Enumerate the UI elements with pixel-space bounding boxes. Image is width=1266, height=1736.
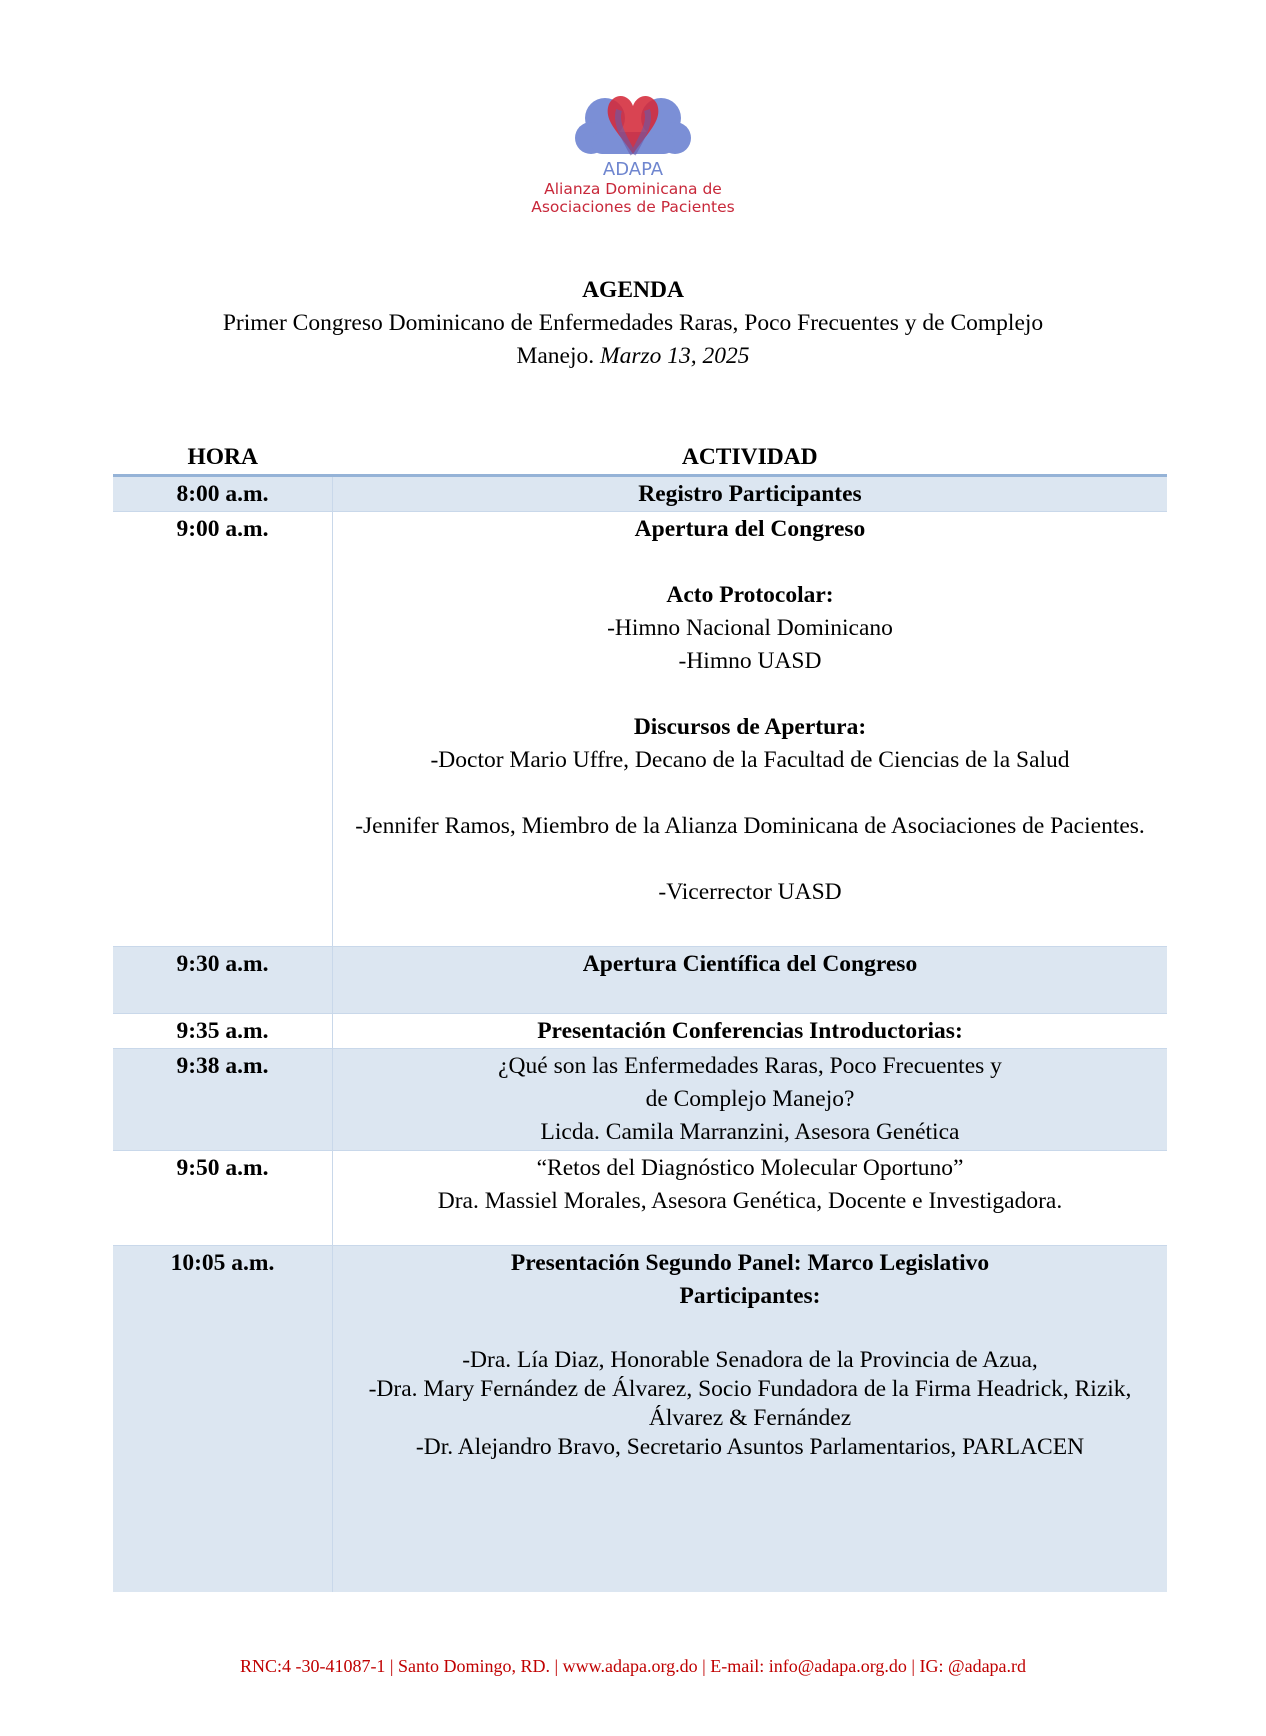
activity-line: -Dra. Mary Fernández de Álvarez, Socio Fundadora de la Firma Headrick, Rizik, Álvarez & Fernández [368,1376,1132,1431]
row-activity [333,1049,1168,1151]
activity-subheading: Acto Protocolar: [666,582,834,608]
activity-line: -Himno Nacional Dominicano [607,615,893,641]
activity-speaker: Licda. Camila Marranzini, Asesora Genética [540,1119,960,1145]
table-row [113,1151,1167,1246]
row-activity [333,1246,1168,1592]
agenda-date: Marzo 13, 2025 [600,343,750,369]
agenda-table [113,440,1167,1592]
row-time: 10:05 a.m. [113,1246,333,1592]
activity-speaker: Dra. Massiel Morales, Asesora Genética, Docente e Investigadora. [437,1188,1063,1214]
adapa-logo [0,92,1266,216]
row-activity [333,947,1168,1014]
activity-line: -Vicerrector UASD [658,879,842,905]
row-activity [333,476,1168,512]
row-activity [333,512,1168,947]
footer-contact: RNC:4 -30-41087-1 | Santo Domingo, RD. | www.adapa.org.do | E-mail: info@adapa.org.do | IG: @adapa.rd [239,1656,1027,1676]
activity-title: Registro Participantes [638,481,862,507]
header-actividad: ACTIVIDAD [333,440,1168,476]
activity-line: -Jennifer Ramos, Miembro de la Alianza Dominicana de Asociaciones de Pacientes. [355,813,1145,839]
table-row [113,512,1167,947]
logo-name-line2: Asociaciones de Pacientes [531,198,735,216]
activity-title: Presentación Segundo Panel: Marco Legislativo [510,1250,990,1276]
agenda-heading [0,274,1266,373]
row-activity [333,1151,1168,1246]
logo-abbreviation: ADAPA [602,159,664,180]
table-row [113,1246,1167,1592]
agenda-subtitle-cont: Manejo. [516,343,595,369]
table-row [113,1014,1167,1049]
header-hora: HORA [113,440,333,476]
row-activity [333,1014,1168,1049]
activity-subheading: Discursos de Apertura: [633,714,867,740]
row-time: 9:35 a.m. [113,1014,333,1049]
logo-name-line1: Alianza Dominicana de [544,180,722,198]
activity-title: Presentación Conferencias Introductorias: [537,1018,963,1044]
table-row [113,476,1167,512]
activity-line: -Doctor Mario Uffre, Decano de la Facultad de Ciencias de la Salud [430,747,1070,773]
activity-line: “Retos del Diagnóstico Molecular Oportuno” [536,1155,964,1181]
row-time: 8:00 a.m. [113,476,333,512]
activity-line: -Dr. Alejandro Bravo, Secretario Asuntos Parlamentarios, PARLACEN [415,1434,1085,1460]
activity-line: -Himno UASD [678,648,822,674]
activity-line: ¿Qué son las Enfermedades Raras, Poco Frecuentes y de Complejo Manejo? [498,1053,1002,1112]
activity-subheading: Participantes: [679,1283,821,1309]
agenda-title: AGENDA [582,277,684,303]
table-row [113,1049,1167,1151]
row-time: 9:38 a.m. [113,1049,333,1151]
row-time: 9:30 a.m. [113,947,333,1014]
table-row [113,947,1167,1014]
agenda-subtitle: Primer Congreso Dominicano de Enfermedades Raras, Poco Frecuentes y de Complejo [222,310,1044,336]
row-time: 9:00 a.m. [113,512,333,947]
row-time: 9:50 a.m. [113,1151,333,1246]
activity-line: -Dra. Lía Diaz, Honorable Senadora de la Provincia de Azua, [462,1347,1038,1373]
heart-cloud-icon [573,92,693,158]
activity-title: Apertura del Congreso [634,516,866,542]
activity-title: Apertura Científica del Congreso [582,951,918,977]
